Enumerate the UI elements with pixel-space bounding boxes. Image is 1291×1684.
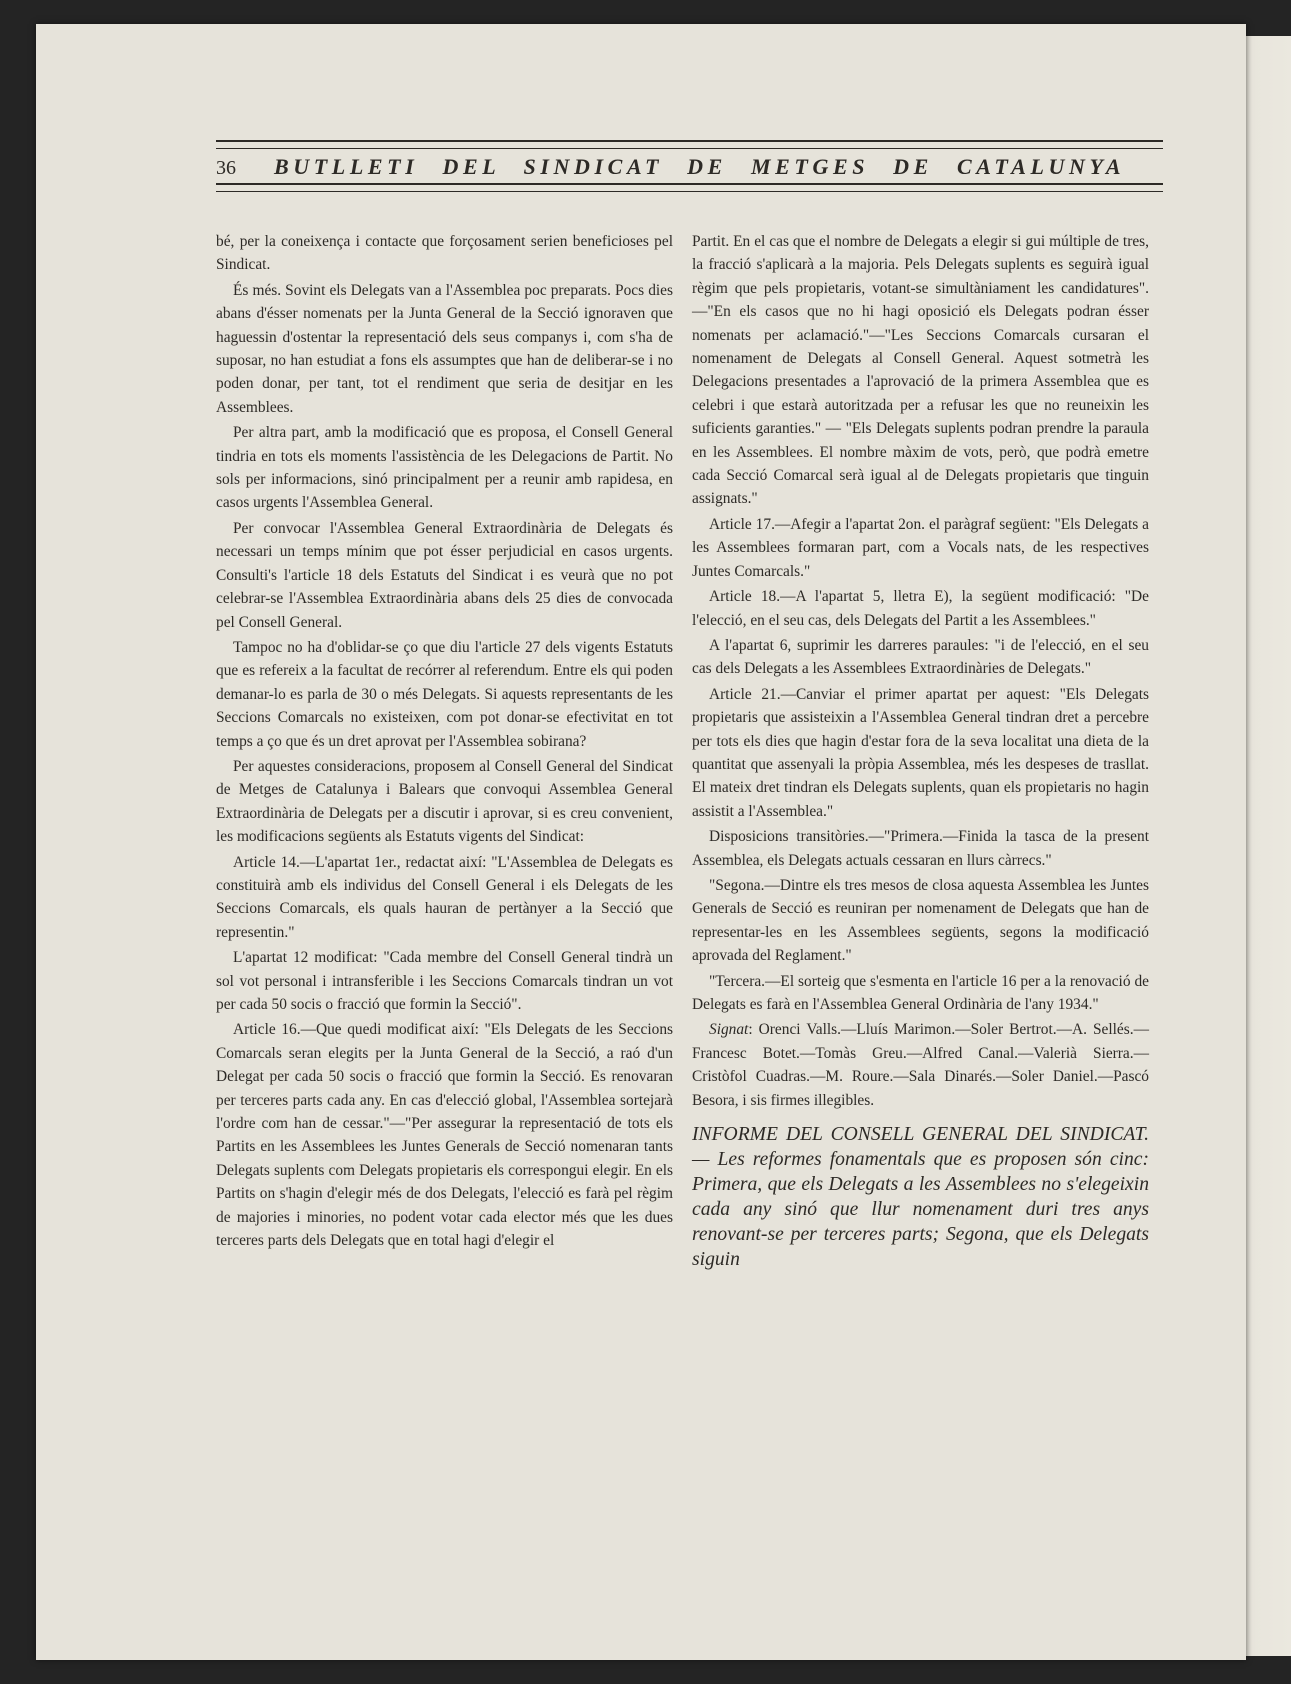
report-section-italic: INFORME DEL CONSELL GENERAL DEL SINDICAT. — Les reformes fonamentals que es proposen són cinc: Primera, que els Delegats a les Assemblees no s'elegeixin cada any sinó que llur nomenament duri tres anys renovant-se per terceres parts; Segona, que els Delegats siguin (692, 1124, 1149, 1271)
paragraph: Per convocar l'Assemblea General Extraordinària de Delegats és necessari un temps mínim que pot ésser perjudicial en casos urgents. Consulti's l'article 18 dels Estatuts del Sindicat i es veurà que no pot celebrar-se l'Assemblea Extraordinària abans dels 25 dies de convocada pel Consell General. (216, 519, 673, 631)
adjacent-page-edge (1246, 36, 1291, 1656)
paragraph: L'apartat 12 modificat: "Cada membre del Consell General tindrà un sol vot personal i intransferible i les Seccions Comarcals tindran un vot per cada 50 socis o fracció que formin la Secció". (216, 949, 673, 1013)
paragraph: "Tercera.—El sorteig que s'esmenta en l'article 16 per a la renovació de Delegats es farà en l'Assemblea General Ordinària de l'any 1934." (692, 972, 1149, 1013)
paragraph: Article 17.—Afegir a l'apartat 2on. el paràgraf següent: "Els Delegats a les Assemblees formaran part, com a Vocals nats, de les respectives Juntes Comarcals." (692, 515, 1149, 580)
paragraph: Tampoc no ha d'oblidar-se ço que diu l'article 27 dels vigents Estatuts que es refereix a la facultat de recórrer al referendum. Entre els qui poden demanar-lo es parla de 30 o més Delegats. Si aquests representants de les Seccions Comarcals no existeixen, com pot donar-se efectivitat en tot temps a ço que és un dret aprovat per l'Assemblea sobirana? (216, 638, 673, 750)
page-header (216, 140, 1163, 192)
paragraph: Article 14.—L'apartat 1er., redactat així: "L'Assemblea de Delegats es constituirà amb els individus del Consell General i els Delegats de les Seccions Comarcals, els quals hauran de pertànyer a la Secció que representin." (216, 853, 673, 941)
header-line (216, 151, 1163, 183)
paragraph: Per aquestes consideracions, proposem al Consell General del Sindicat de Metges de Catalunya i Balears que convoqui Assemblea General Extraordinària de Delegats per a discutir i aprovar, si es creu convenient, les modificacions següents als Estatuts vigents del Sindicat: (216, 757, 673, 846)
paragraph: Per altra part, amb la modificació que es proposa, el Consell General tindria en tots els moments l'assistència de les Delegacions de Partit. No sols per informacions, sinó principalment per a reunir amb rapidesa, en casos urgents l'Assemblea General. (216, 424, 673, 512)
header-top-rule (216, 140, 1163, 149)
paragraph: Article 16.—Que quedi modificat així: "Els Delegats de les Seccions Comarcals seran elegits per la Junta General de la Secció, a raó d'un Delegat per cada 50 socis o fracció que formin la Secció. Es renovaran per terceres parts cada any. En cas d'elecció global, l'Assemblea sortejarà l'ordre com han de cessar."—"Per assegurar la representació de tots els Partits en les Assemblees les Juntes Generals de Secció nomenaran tants Delegats suplents com Delegats propietaris els correspongui elegir. En els Partits on s'hagin d'elegir més de dos Delegats, l'elecció es farà pel règim de majories i minories, no podent votar cada elector més que les dues terceres parts dels Delegats que en total hagi d'elegir el (216, 1021, 673, 1250)
page-number: 36 (216, 157, 236, 179)
paragraph: Article 21.—Canviar el primer apartat per aquest: "Els Delegats propietaris que assisteixin a l'Assemblea General tindran dret a percebre per tots els dies que hagin d'estar fora de la seva localitat una dieta de la quantitat que assenyali la pròpia Assemblea, més les despeses de trasllat. El mateix dret tindran els Delegats suplents, quan els propietaris no hagin assistit a l'Assemblea." (692, 685, 1149, 820)
paragraph: És més. Sovint els Delegats van a l'Assemblea poc preparats. Pocs dies abans d'ésser nomenats per la Junta General de la Secció ignoraven que haguessin d'ostentar la representació dels seus companys i, com s'ha de suposar, no han estudiat a fons els assumptes que han de deliberar-se i no poden donar, per tant, tot el rendiment que seria de desitjar en les Assemblees. (216, 281, 673, 416)
paragraph: "Segona.—Dintre els tres mesos de closa aquesta Assemblea les Juntes Generals de Secció es reuniran per nomenament de Delegats que han de representar-les en les Assemblees següents, segons la modificació aprovada del Reglament." (692, 876, 1149, 965)
paragraph: Partit. En el cas que el nombre de Delegats a elegir si gui múltiple de tres, la fracció s'aplicarà a la majoria. Pels Delegats suplents es seguirà igual règim que pels propietaris, votant-se simultàniament les candidatures". —"En els casos que no hi hagi oposició els Delegats podran ésser nomenats per aclamació."—"Les Seccions Comarcals cursaran el nomenament de Delegats al Consell General. Aquest sotmetrà les Delegacions presentades a l'aprovació de la primera Assemblea que es celebri i que estarà autoritzada per a refusar les que no reuneixin les suficients garanties." — "Els Delegats suplents podran prendre la paraula en les Assemblees. El nombre màxim de vots, però, que podrà emetre cada Secció Comarcal serà igual al de Delegats propietaris que tinguin assignats." (692, 233, 1149, 508)
paragraph: bé, per la coneixença i contacte que forçosament serien beneficioses pel Sindicat. (216, 233, 673, 274)
signature-paragraph (692, 1018, 1149, 1112)
journal-title: BUTLLETI DEL SINDICAT DE METGES DE CATALUNYA (274, 154, 1126, 179)
paragraph: A l'apartat 6, suprimir les darreres paraules: "i de l'elecció, en el seu cas dels Delegats a les Assemblees Extraordinàries de Delegats." (692, 636, 1149, 678)
signature-label: Signat (709, 1021, 749, 1039)
left-column (216, 230, 673, 1254)
paragraph: Disposicions transitòries.—"Primera.—Finida la tasca de la present Assemblea, els Delegats actuals cessaran en llurs càrrecs." (692, 828, 1149, 869)
paragraph: Article 18.—A l'apartat 5, lletra E), la següent modificació: "De l'elecció, en el seu cas, dels Delegats del Partit a les Assemblees." (692, 588, 1149, 629)
right-column (692, 230, 1149, 1274)
signature-names: : Orenci Valls.—Lluís Marimon.—Soler Bertrot.—A. Sellés.—Francesc Botet.—Tomàs Greu.—Alfred Canal.—Valerià Sierra.—Cristòfol Cuadras.—M. Roure.—Sala Dinarés.—Soler Daniel.—Pascó Besora, i sis firmes illegibles. (692, 1021, 1149, 1109)
header-bottom-rule (216, 183, 1163, 192)
